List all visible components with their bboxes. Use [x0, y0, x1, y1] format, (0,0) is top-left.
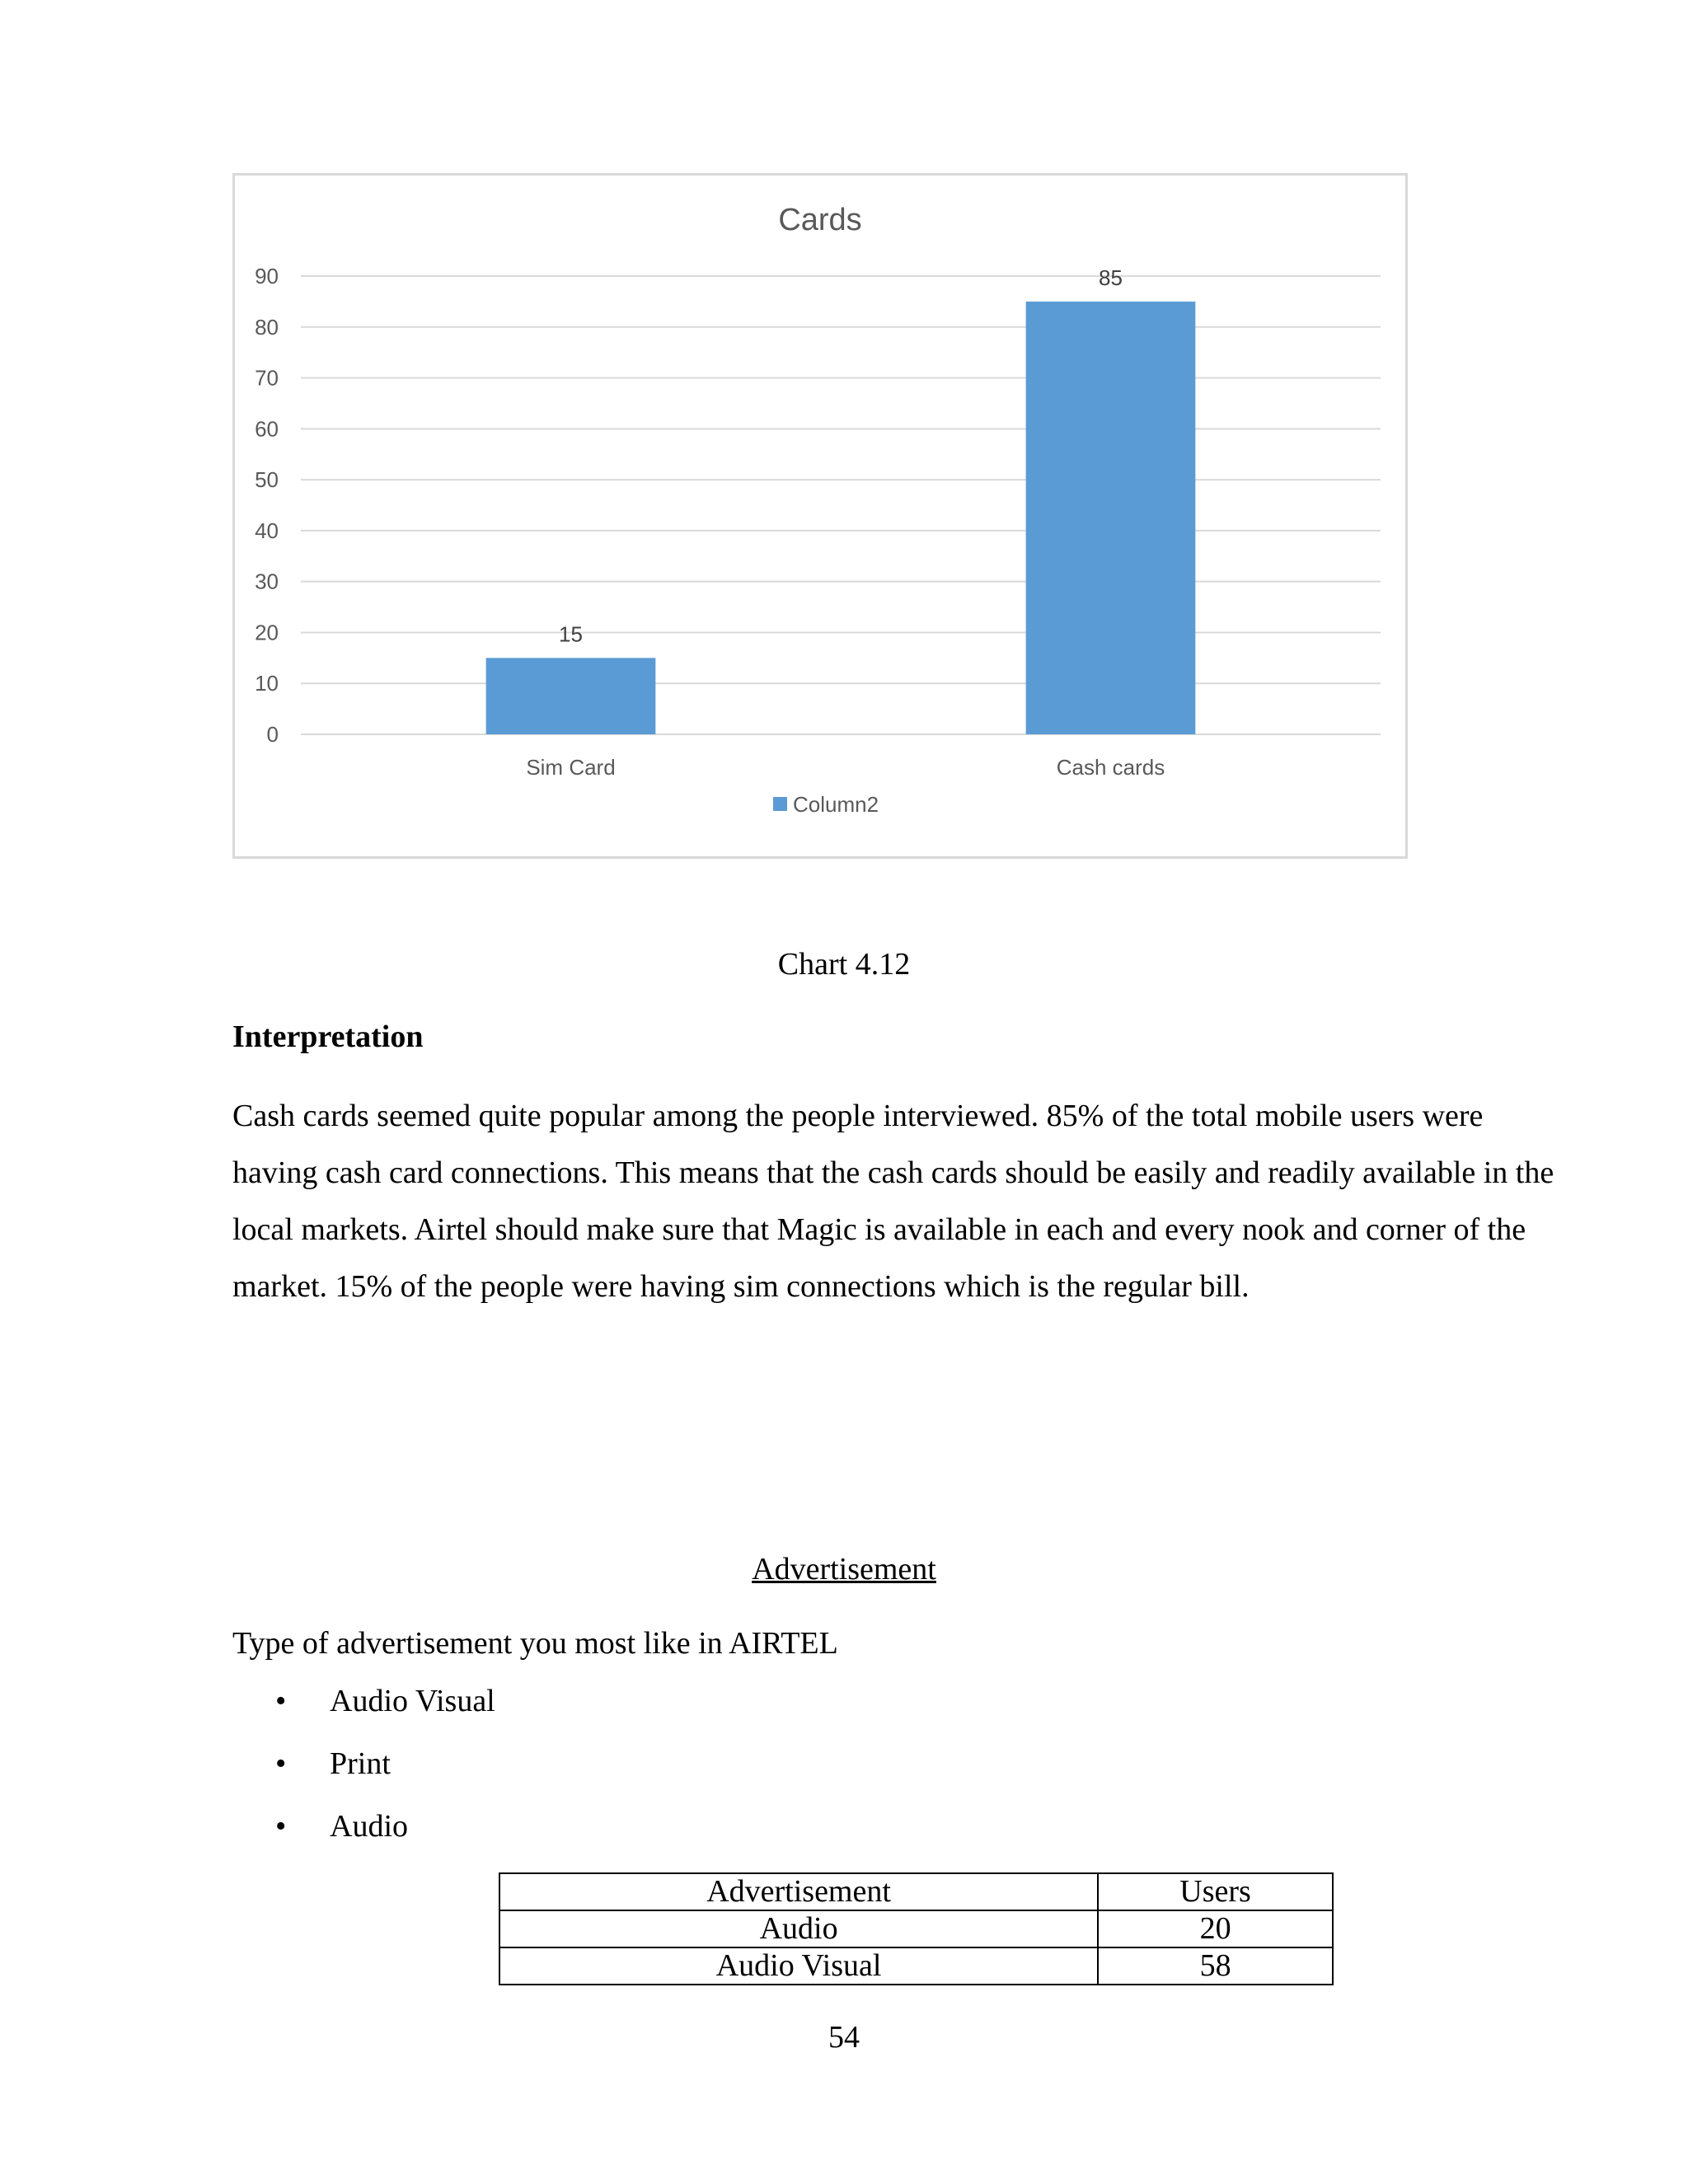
advertisement-title: Advertisement: [752, 1552, 936, 1586]
interpretation-heading: Interpretation: [232, 1019, 424, 1054]
y-tick-label: 60: [255, 416, 279, 442]
y-tick-label: 30: [255, 569, 279, 594]
page-number: 54: [828, 2020, 860, 2055]
y-tick-label: 70: [255, 365, 279, 391]
y-tick-label: 40: [255, 518, 279, 543]
table-header-row: [499, 1873, 1333, 1910]
interpretation-paragraph: Cash cards seemed quite popular among the people interviewed. 85% of the total mobile users were having cash card connections. This means that the cash cards should be easily and readily available in the local markets. Airtel should make sure that Magic is available in each and every nook and corner of the market. 15% of the people were having sim connections which is the regular bill.: [232, 1099, 1554, 1304]
advertisement-options: [232, 1681, 495, 1869]
table-cell: 58: [1098, 1947, 1333, 1985]
table-header-cell: Users: [1098, 1873, 1333, 1910]
x-tick-label: Cash cards: [1056, 755, 1165, 780]
chart-caption: Chart 4.12: [777, 947, 911, 982]
table-row: [499, 1947, 1333, 1985]
y-tick-label: 0: [266, 722, 279, 747]
bar-chart: [235, 176, 1405, 856]
table-cell: Audio Visual: [499, 1947, 1098, 1985]
option-item: • Audio: [232, 1807, 495, 1869]
legend-swatch: [773, 797, 787, 811]
chart-title: Cards: [778, 203, 862, 237]
advertisement-question: Type of advertisement you most like in AIRTEL: [232, 1626, 838, 1661]
table-header-cell: Advertisement: [499, 1873, 1098, 1910]
data-label: 15: [559, 621, 583, 647]
table-cell: 20: [1098, 1910, 1333, 1947]
data-label: 85: [1099, 265, 1123, 290]
y-tick-label: 90: [255, 264, 279, 288]
bar: [486, 658, 656, 734]
chart-frame: [232, 173, 1408, 859]
option-item: • Audio Visual: [232, 1681, 495, 1744]
option-item: • Print: [232, 1744, 495, 1807]
y-tick-label: 10: [255, 671, 279, 696]
y-tick-label: 80: [255, 314, 279, 340]
legend-label: Column2: [793, 792, 879, 817]
bar: [1026, 302, 1196, 734]
x-tick-label: Sim Card: [526, 755, 616, 780]
advertisement-table: [499, 1872, 1334, 1985]
table-row: [499, 1910, 1333, 1947]
y-tick-label: 50: [255, 467, 279, 493]
y-tick-label: 20: [255, 620, 279, 645]
table-cell: Audio: [499, 1910, 1098, 1947]
